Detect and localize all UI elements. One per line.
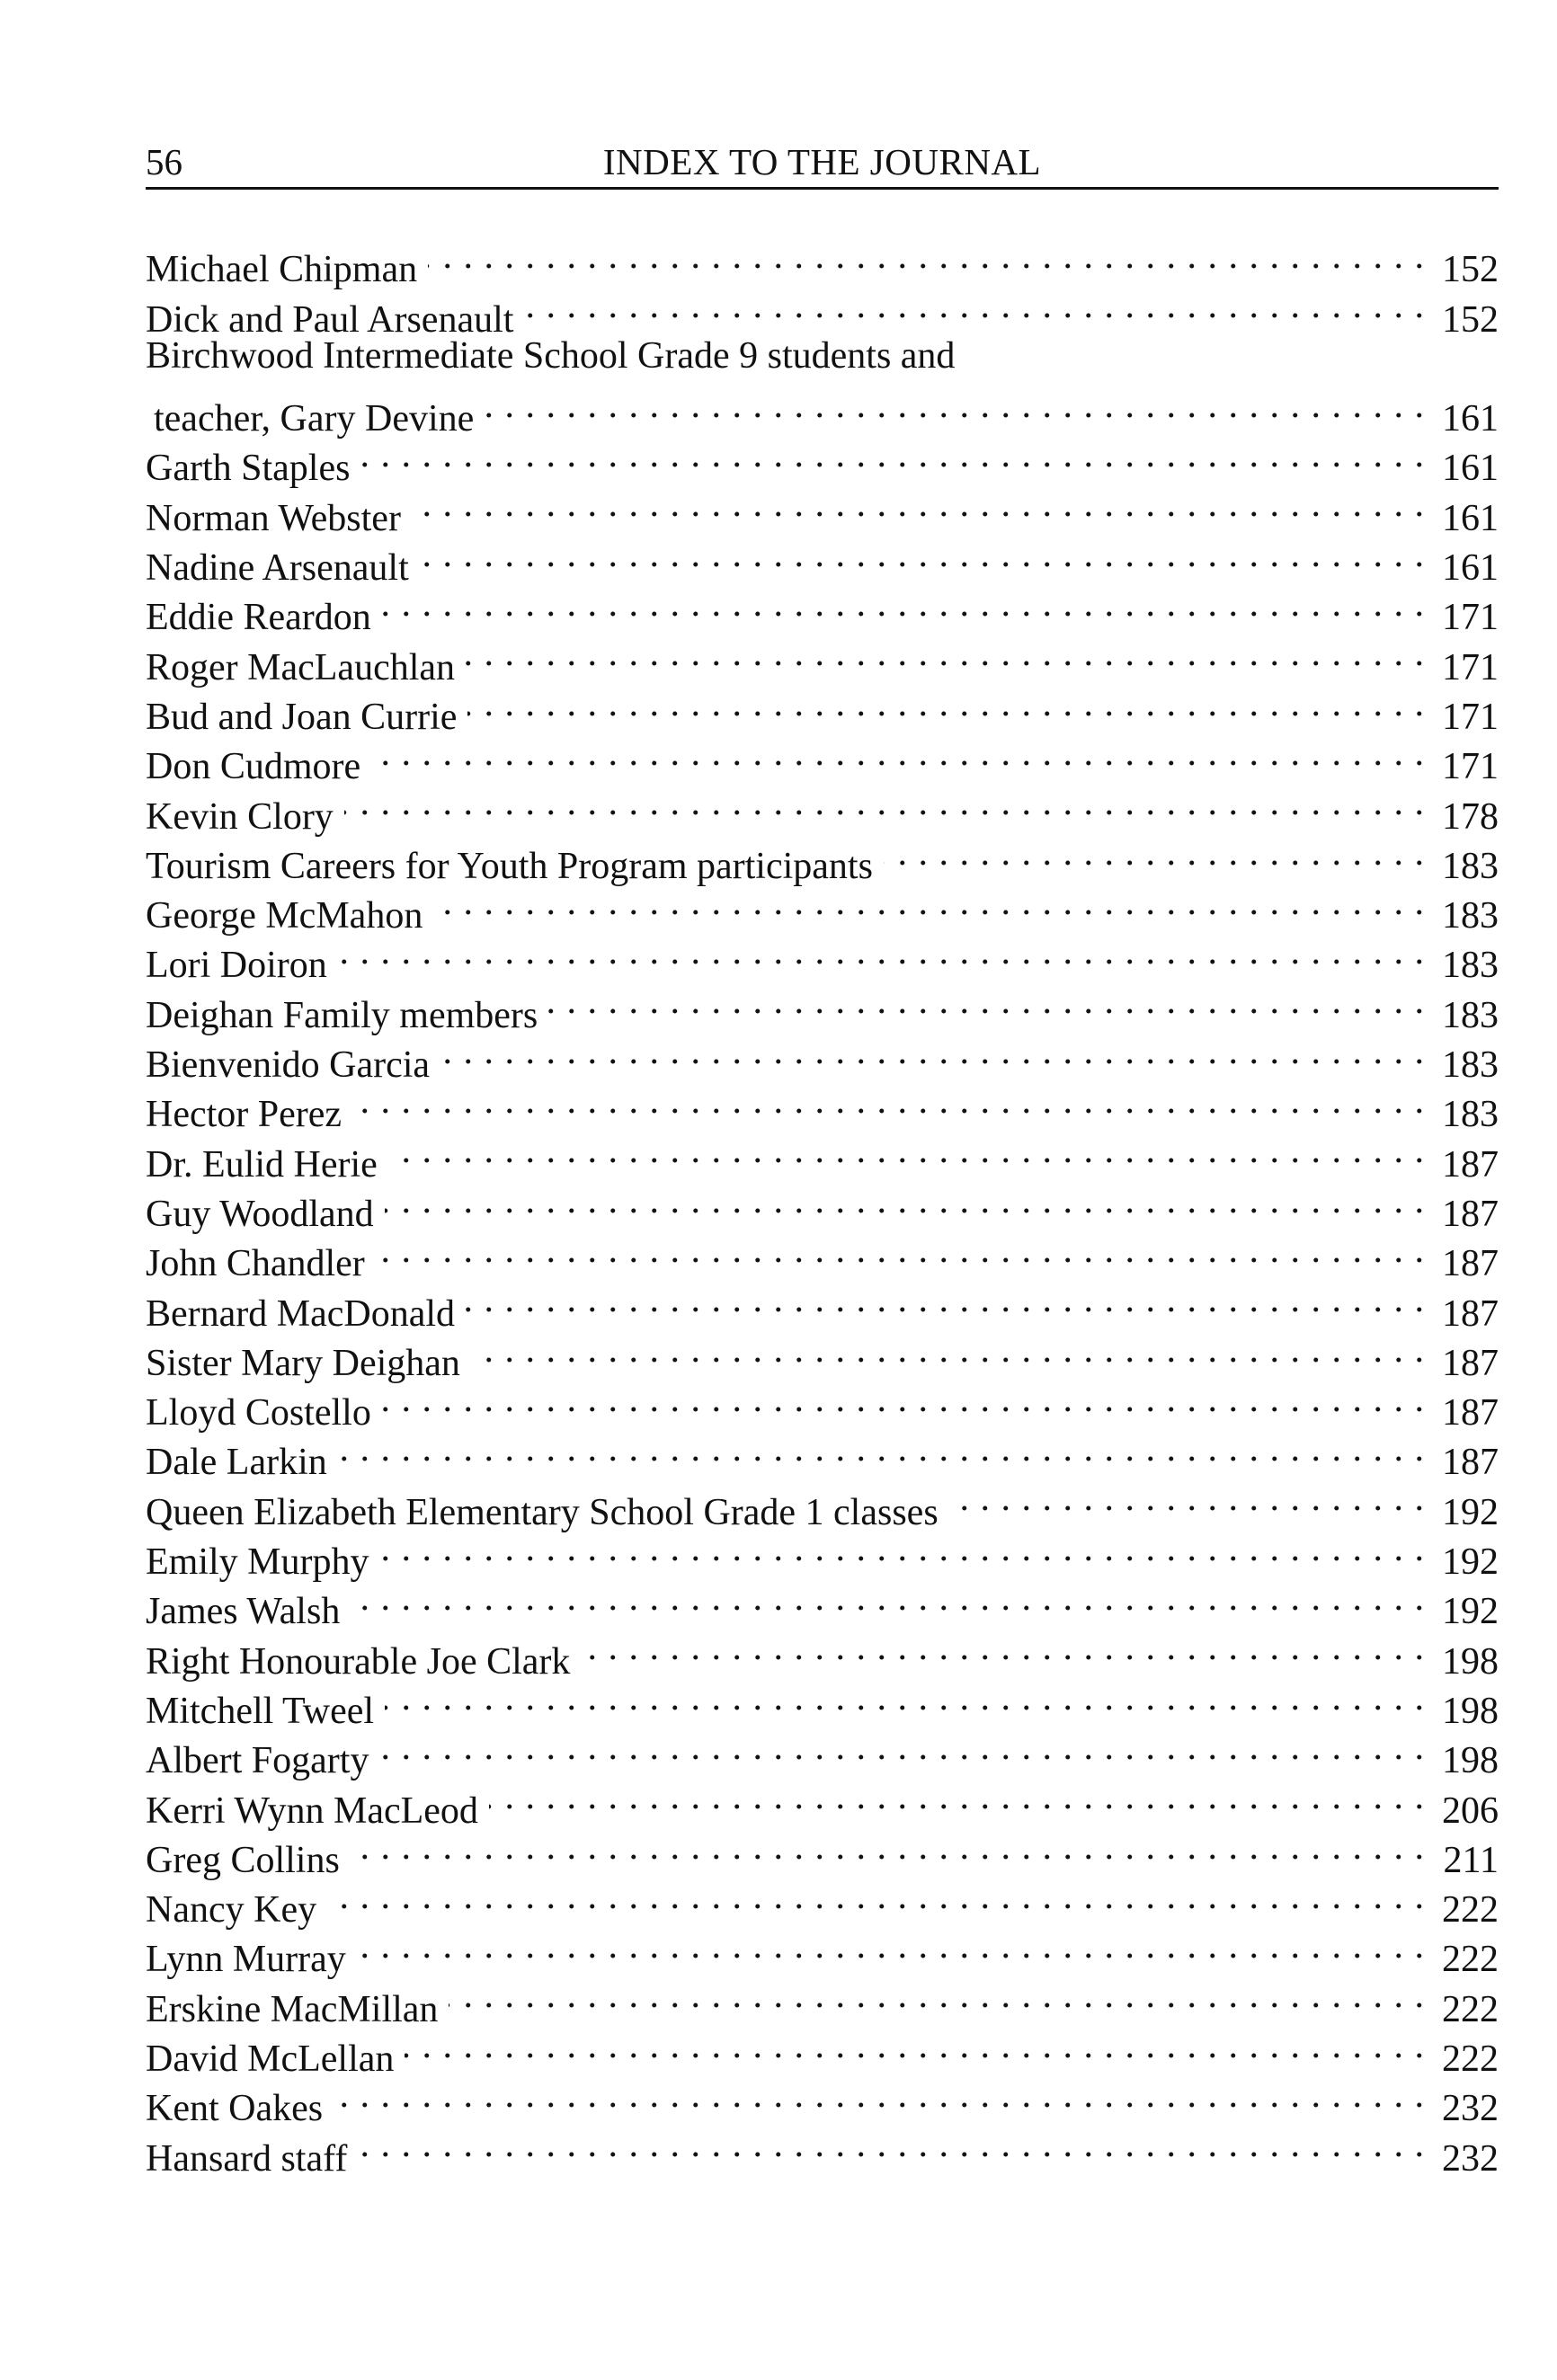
dot-leader (360, 431, 1425, 480)
index-entry (146, 1425, 1499, 1484)
index-entry-page: 198 (1442, 1640, 1499, 1683)
index-entry-page: 183 (1442, 1094, 1499, 1136)
dot-leader (382, 1375, 1425, 1425)
index-entry-name: Don Cudmore (146, 746, 361, 788)
index-entry (146, 1126, 1499, 1186)
index-entry (146, 977, 1499, 1036)
dot-leader (466, 629, 1425, 679)
index-entry-page: 161 (1442, 398, 1499, 440)
index-entry-page: 232 (1442, 2088, 1499, 2130)
dot-leader (524, 281, 1425, 331)
index-entry-name: Nancy Key (146, 1889, 317, 1932)
index-entry-page: 183 (1442, 994, 1499, 1036)
dot-leader (412, 480, 1425, 529)
index-entry-page: 183 (1442, 1044, 1499, 1087)
dot-leader (382, 580, 1425, 629)
dot-leader (440, 1027, 1425, 1077)
index-entry-page: 171 (1442, 597, 1499, 639)
index-entry-name: Bud and Joan Currie (146, 696, 458, 738)
index-entry-name: Kerri Wynn MacLeod (146, 1789, 478, 1832)
index-entry-name: Dale Larkin (146, 1442, 327, 1484)
index-entry-name: Sister Mary Deighan (146, 1342, 460, 1384)
index-entry-page: 222 (1442, 2038, 1499, 2080)
index-entry-page: 222 (1442, 1988, 1499, 2030)
dot-leader (548, 977, 1425, 1026)
index-entry-continuation-line (146, 381, 1499, 440)
dot-leader (379, 1723, 1425, 1772)
index-entry (146, 232, 1499, 291)
index-entry-page: 171 (1442, 696, 1499, 738)
index-entry-name: Albert Fogarty (146, 1740, 369, 1782)
index-entry-page: 187 (1442, 1342, 1499, 1384)
dot-leader (466, 1275, 1425, 1325)
index-entry-page: 152 (1442, 298, 1499, 341)
index-entry-name: Mitchell Tweel (146, 1690, 375, 1732)
index-entry-page: 222 (1442, 1939, 1499, 1981)
index-entry-page: 187 (1442, 1193, 1499, 1235)
index-entry-name: Dr. Eulid Herie (146, 1143, 378, 1186)
index-entry (146, 1922, 1499, 1981)
dot-leader (352, 1077, 1425, 1126)
index-entry-name: John Chandler (146, 1243, 365, 1285)
dot-leader (334, 2071, 1425, 2120)
index-entry-name: Deighan Family members (146, 994, 538, 1036)
dot-leader (327, 1872, 1425, 1922)
index-entry-name: Roger MacLauchlan (146, 646, 456, 688)
page-number: 56 (146, 141, 182, 182)
index-entry (146, 829, 1499, 887)
index-entry-page: 211 (1443, 1839, 1499, 1881)
index-entry-page: 183 (1442, 895, 1499, 937)
index-entry-page: 187 (1442, 1292, 1499, 1335)
index-entry-page: 178 (1442, 795, 1499, 838)
index-entry (146, 1623, 1499, 1683)
dot-leader (338, 928, 1425, 977)
dot-leader (371, 729, 1425, 778)
index-entry-name: Emily Murphy (146, 1541, 369, 1584)
dot-leader (485, 381, 1425, 431)
index-entry-page: 187 (1442, 1143, 1499, 1186)
index-entry-name: Tourism Careers for Youth Program participants (146, 845, 873, 887)
dot-leader (471, 1326, 1425, 1375)
index-entry-page: 198 (1442, 1690, 1499, 1732)
dot-leader (385, 1177, 1425, 1226)
index-entry-name: Kevin Clory (146, 795, 334, 838)
index-entry-page: 171 (1442, 746, 1499, 788)
index-entry-page: 187 (1442, 1392, 1499, 1434)
index-entry-page: 232 (1442, 2137, 1499, 2180)
index-entry-page: 198 (1442, 1740, 1499, 1782)
running-title: INDEX TO THE JOURNAL (602, 141, 1042, 182)
dot-leader (433, 878, 1425, 928)
index-entry-name: Guy Woodland (146, 1193, 374, 1235)
index-entry (146, 332, 1499, 440)
index-entry-name: Garth Staples (146, 448, 351, 490)
index-entry (146, 778, 1499, 838)
index-entry-name: Greg Collins (146, 1839, 340, 1881)
index-entry-name: Eddie Reardon (146, 597, 371, 639)
dot-leader (385, 1674, 1425, 1723)
index-entry-page: 187 (1442, 1243, 1499, 1285)
index-entry-page: 183 (1442, 845, 1499, 887)
index-entry-page: 161 (1442, 497, 1499, 539)
index-entry (146, 928, 1499, 987)
index-entry (146, 1872, 1499, 1932)
index-entry-name: Bienvenido Garcia (146, 1044, 431, 1087)
index-entry (146, 1971, 1499, 2030)
index-entry-list (146, 232, 1499, 2180)
dot-leader (489, 1772, 1425, 1822)
dot-leader (449, 1971, 1425, 2020)
dot-leader (388, 1126, 1425, 1176)
index-entry-name: Birchwood Intermediate School Grade 9 students and (146, 334, 956, 377)
dot-leader (467, 679, 1425, 729)
index-entry-page: 161 (1442, 448, 1499, 490)
index-entry (146, 1474, 1499, 1533)
index-entry-name: George McMahon (146, 895, 423, 937)
dot-leader (351, 1574, 1425, 1623)
index-entry-page: 192 (1442, 1591, 1499, 1633)
page-header (146, 135, 1499, 189)
index-entry-name: Nadine Arsenault (146, 547, 409, 590)
index-entry-name: Dick and Paul Arsenault (146, 298, 514, 341)
index-entry-page: 152 (1442, 249, 1499, 291)
dot-leader (884, 829, 1425, 878)
index-entry-page: 171 (1442, 646, 1499, 688)
dot-leader (357, 1922, 1425, 1971)
index-entry-name: Queen Elizabeth Elementary School Grade 1 classes (146, 1491, 939, 1533)
dot-leader (344, 778, 1425, 828)
dot-leader (428, 232, 1425, 281)
index-entry-page: 192 (1442, 1491, 1499, 1533)
index-entry-continuation: teacher, Gary Devine (154, 398, 475, 440)
index-entry-name: David McLellan (146, 2038, 395, 2080)
dot-leader (338, 1425, 1425, 1474)
index-entry-name: Michael Chipman (146, 249, 418, 291)
dot-leader (405, 2021, 1425, 2071)
index-entry-name: Bernard MacDonald (146, 1292, 456, 1335)
index-entry-name: Erskine MacMillan (146, 1988, 439, 2030)
index-entry (146, 2071, 1499, 2130)
index-entry-name: Norman Webster (146, 497, 401, 539)
index-entry-name: James Walsh (146, 1591, 341, 1633)
dot-leader (949, 1474, 1425, 1523)
index-entry-page: 192 (1442, 1541, 1499, 1584)
index-entry-page: 183 (1442, 945, 1499, 987)
index-entry-page: 187 (1442, 1442, 1499, 1484)
index-entry-name: Hansard staff (146, 2137, 348, 2180)
index-entry-page: 206 (1442, 1789, 1499, 1832)
dot-leader (581, 1623, 1425, 1673)
dot-leader (420, 530, 1425, 580)
dot-leader (358, 2120, 1425, 2170)
index-entry-name: Lori Doiron (146, 945, 327, 987)
index-entry (146, 2120, 1499, 2180)
dot-leader (380, 1524, 1426, 1574)
dot-leader (351, 1823, 1425, 1872)
index-entry-name: Kent Oakes (146, 2088, 324, 2130)
index-entry-name: Hector Perez (146, 1094, 343, 1136)
index-entry-page: 161 (1442, 547, 1499, 590)
index-entry-name: Lloyd Costello (146, 1392, 371, 1434)
dot-leader (376, 1226, 1425, 1275)
index-entry-name: Lynn Murray (146, 1939, 346, 1981)
index-entry-page: 222 (1442, 1889, 1499, 1932)
index-entry-name: Right Honourable Joe Clark (146, 1640, 571, 1683)
header-rule (146, 187, 1499, 190)
